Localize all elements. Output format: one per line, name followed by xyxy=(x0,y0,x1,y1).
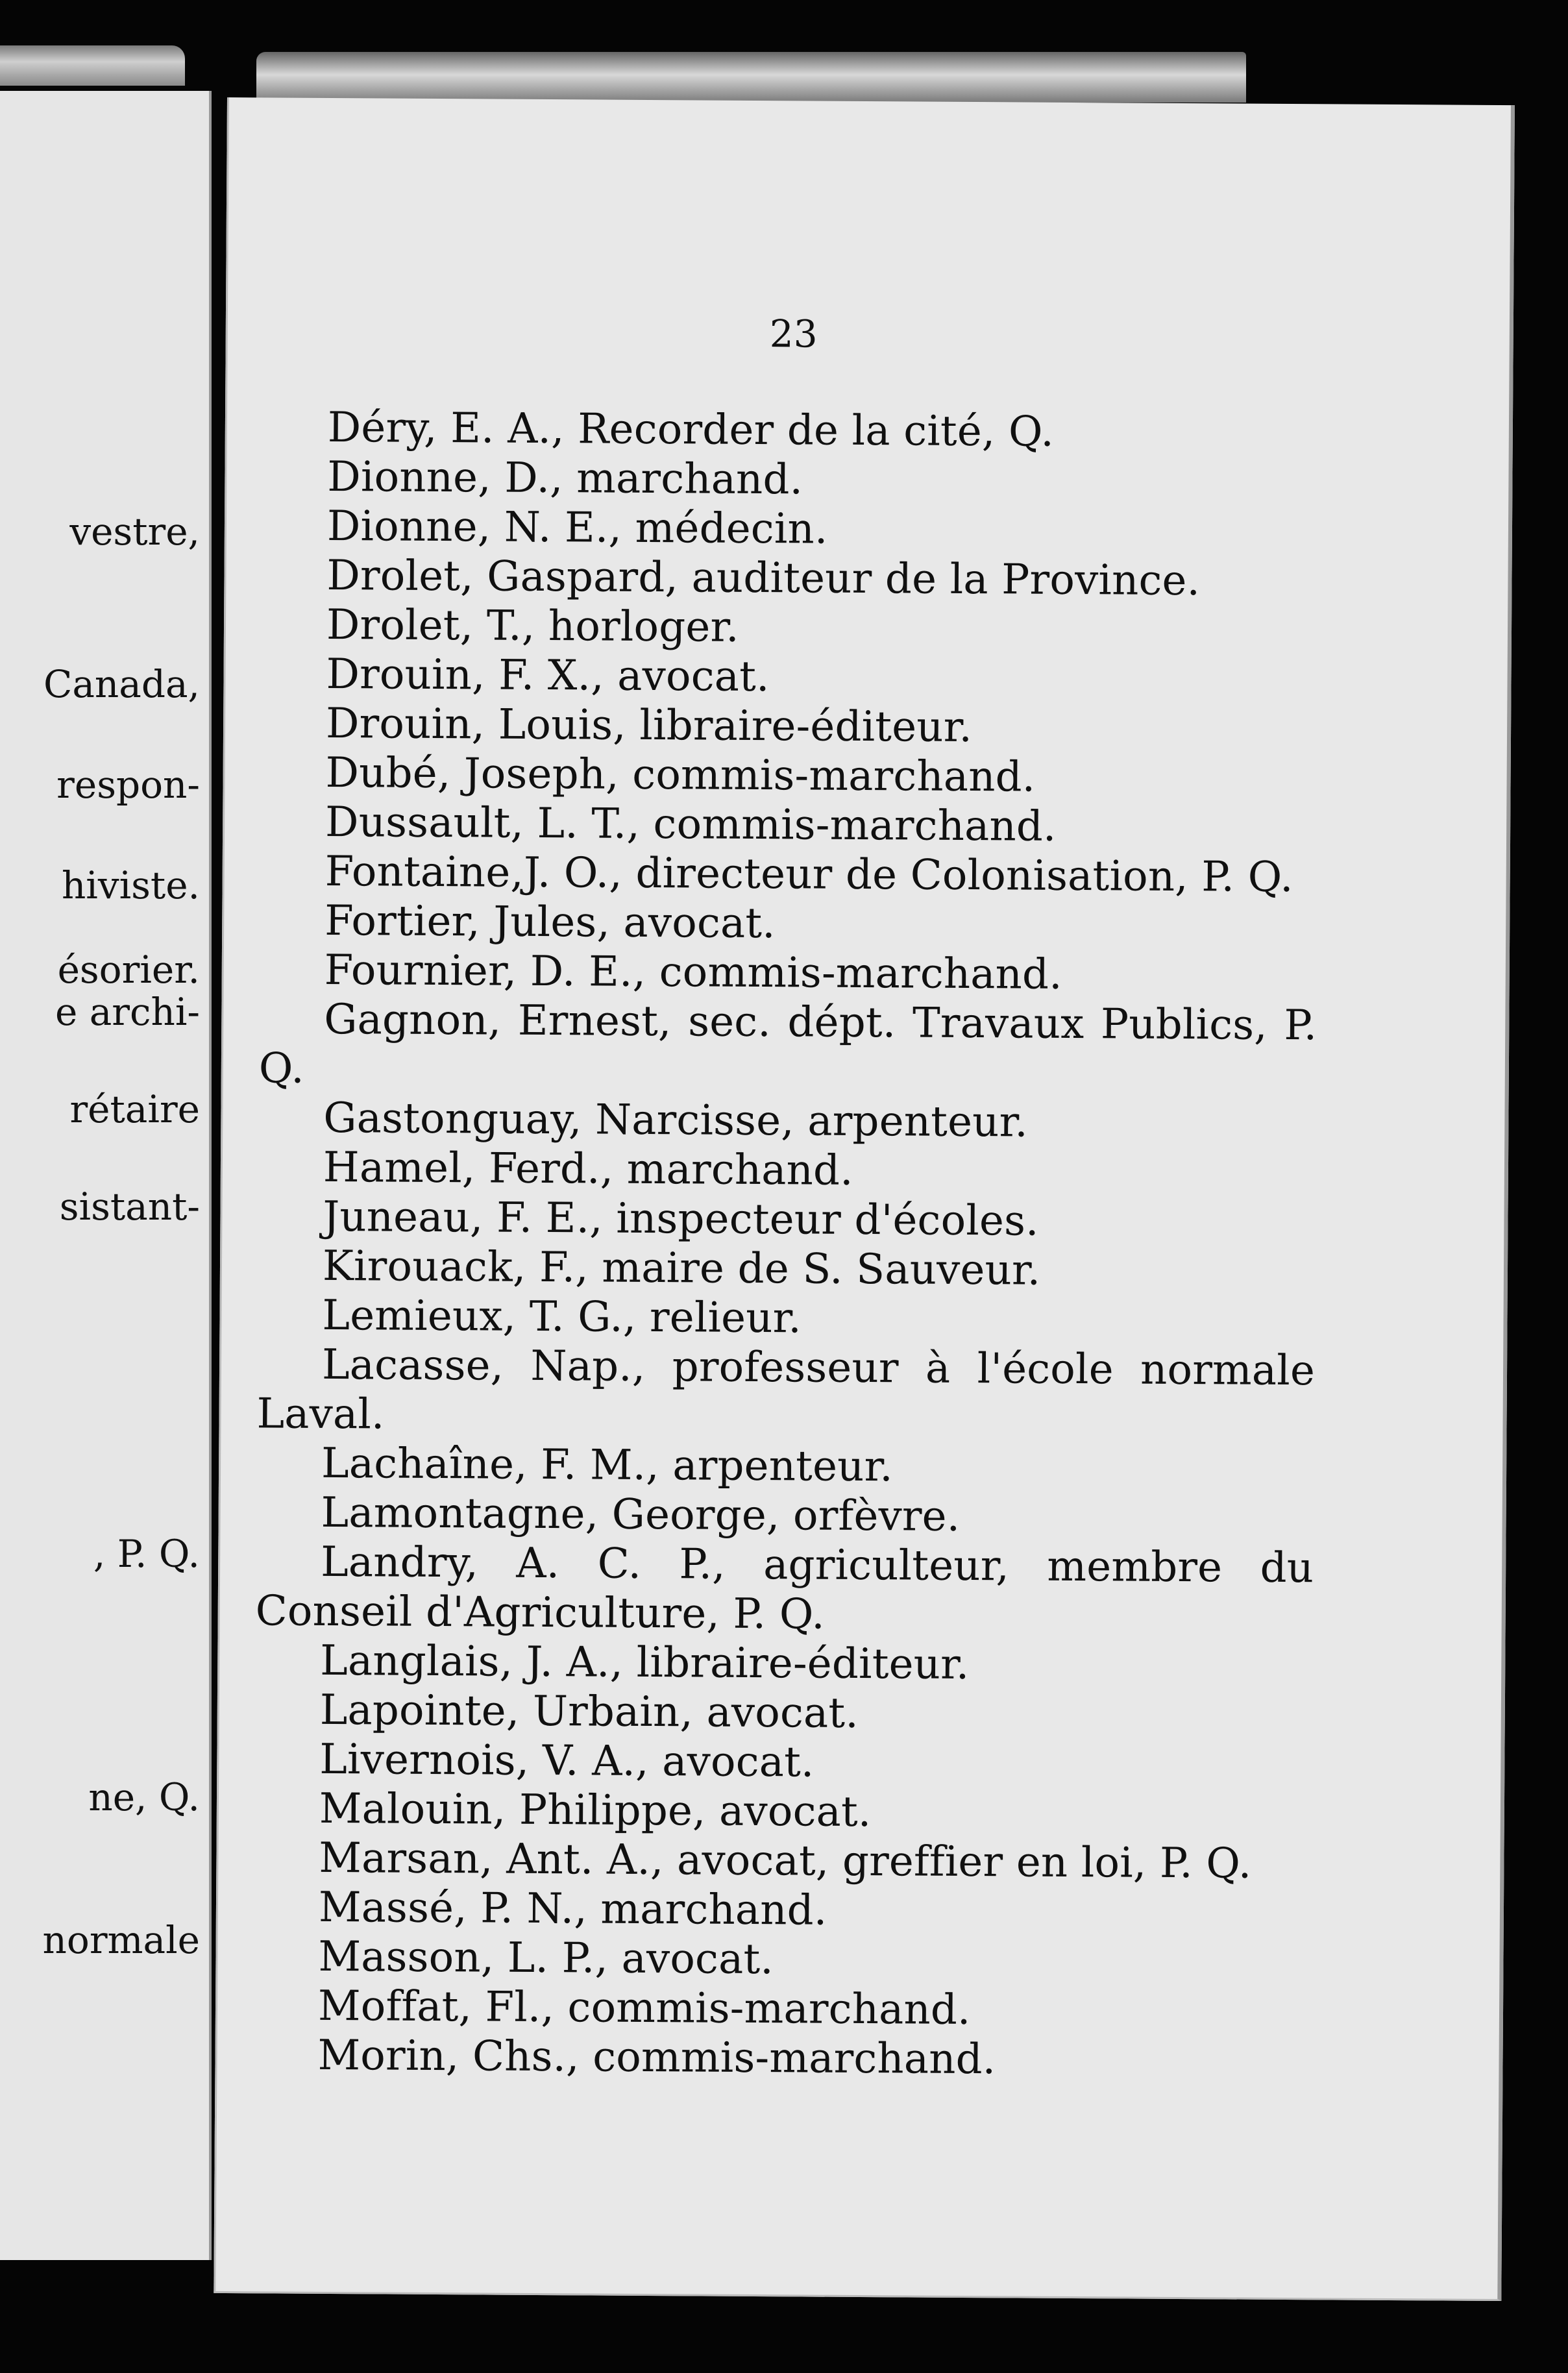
entry-text: Lachaîne, F. M., arpenteur. xyxy=(321,1439,894,1492)
directory-entry xyxy=(261,698,1319,754)
entry-text: Dionne, D., marchand. xyxy=(327,452,803,504)
left-page-fragment: ésorier. xyxy=(57,948,200,992)
directory-entry xyxy=(262,501,1320,557)
entry-text: Drolet, Gaspard, auditeur de la Province. xyxy=(326,551,1201,606)
entry-text: Moffat, Fl., commis-marchand. xyxy=(317,1982,971,2035)
directory-entry xyxy=(256,1438,1314,1494)
left-page-fragment: Canada, xyxy=(43,662,200,706)
directory-entry xyxy=(262,452,1320,508)
entry-text: Gastonguay, Narcisse, arpenteur. xyxy=(323,1094,1029,1147)
entry-text: Marsan, Ant. A., avocat, greffier en loi, P. Q. xyxy=(319,1834,1252,1888)
left-page-fragment: normale xyxy=(42,1918,200,1962)
entry-text: Fontaine,J. O., directeur de Colonisation, P. Q. xyxy=(325,847,1293,902)
entry-text: Kirouack, F., maire de S. Sauveur. xyxy=(322,1242,1041,1295)
entry-text: Masson, L. P., avocat. xyxy=(318,1932,774,1984)
entry-text: Drouin, F. X., avocat. xyxy=(326,650,770,702)
entry-text: Juneau, F. E., inspecteur d'écoles. xyxy=(323,1192,1039,1246)
directory-entry xyxy=(254,1833,1312,1889)
directory-entry xyxy=(258,1093,1316,1149)
left-page-fragment: e archi- xyxy=(55,990,200,1034)
entry-text: Déry, E. A., Recorder de la cité, Q. xyxy=(327,403,1055,456)
directory-entry xyxy=(259,994,1317,1100)
entry-text: Lemieux, T. G., relieur. xyxy=(322,1291,802,1343)
directory-entry xyxy=(260,846,1317,902)
directory-entry xyxy=(255,1685,1313,1741)
directory-entry xyxy=(260,945,1317,1001)
directory-entry xyxy=(262,600,1319,656)
directory-entry xyxy=(260,748,1318,804)
directory-entry xyxy=(254,1784,1312,1839)
left-page-fragment: vestre, xyxy=(69,510,200,554)
directory-entry xyxy=(253,1981,1311,2037)
directory-entry xyxy=(257,1290,1315,1346)
entry-text: Massé, P. N., marchand. xyxy=(318,1883,827,1935)
page-number: 23 xyxy=(769,312,818,356)
facing-left-page xyxy=(0,91,212,2260)
entry-text: Malouin, Philippe, avocat. xyxy=(319,1784,872,1837)
entry-text: Langlais, J. A., libraire-éditeur. xyxy=(320,1636,970,1690)
directory-entry xyxy=(256,1537,1314,1642)
entry-text: Morin, Chs., commis-marchand. xyxy=(317,2031,996,2084)
directory-entry xyxy=(262,550,1319,606)
entry-text: Lacasse, Nap., professeur à l'école normale Laval. xyxy=(256,1340,1316,1439)
entry-text: Lapointe, Urbain, avocat. xyxy=(319,1686,859,1738)
directory-entry xyxy=(258,1241,1316,1297)
directory-entry xyxy=(256,1340,1315,1445)
entry-text: Livernois, V. A., avocat. xyxy=(319,1735,815,1787)
directory-entry xyxy=(253,1932,1311,1987)
directory-entry xyxy=(260,896,1317,952)
directory-entry xyxy=(254,1734,1312,1790)
left-page-fragment: sistant- xyxy=(59,1185,200,1229)
entry-text: Dussault, L. T., commis-marchand. xyxy=(325,798,1057,851)
entry-text: Fournier, D. E., commis-marchand. xyxy=(324,946,1063,999)
directory-list xyxy=(252,402,1321,2086)
directory-entry xyxy=(254,1882,1312,1938)
directory-entry xyxy=(260,797,1318,853)
left-page-fragment: , P. Q. xyxy=(93,1532,200,1576)
entry-text: Drolet, T., horloger. xyxy=(326,600,740,652)
entry-text: Fortier, Jules, avocat. xyxy=(325,896,776,948)
right-cover-edge xyxy=(256,52,1246,103)
directory-entry xyxy=(255,1636,1313,1691)
entry-text: Dionne, N. E., médecin. xyxy=(326,502,828,554)
directory-entry xyxy=(258,1192,1316,1248)
directory-entry xyxy=(252,2030,1310,2086)
entry-text: Dubé, Joseph, commis-marchand. xyxy=(325,748,1036,802)
directory-page xyxy=(214,97,1515,2301)
left-page-fragment: hiviste. xyxy=(61,863,200,907)
left-cover-edge xyxy=(0,45,185,86)
directory-entry xyxy=(258,1142,1316,1198)
directory-entry xyxy=(256,1488,1314,1543)
left-page-fragment: rétaire xyxy=(69,1087,200,1131)
directory-entry xyxy=(261,649,1319,705)
entry-text: Drouin, Louis, libraire-éditeur. xyxy=(325,699,973,752)
entry-text: Gagnon, Ernest, sec. dépt. Travaux Publics, P. Q. xyxy=(258,995,1317,1093)
entry-text: Lamontagne, George, orfèvre. xyxy=(321,1488,961,1541)
entry-text: Landry, A. C. P., agriculteur, membre du Conseil d'Agriculture, P. Q. xyxy=(255,1538,1314,1639)
left-page-fragment: respon- xyxy=(56,763,200,807)
left-page-fragment: ne, Q. xyxy=(88,1775,200,1819)
directory-entry xyxy=(263,402,1321,458)
entry-text: Hamel, Ferd., marchand. xyxy=(323,1143,854,1195)
